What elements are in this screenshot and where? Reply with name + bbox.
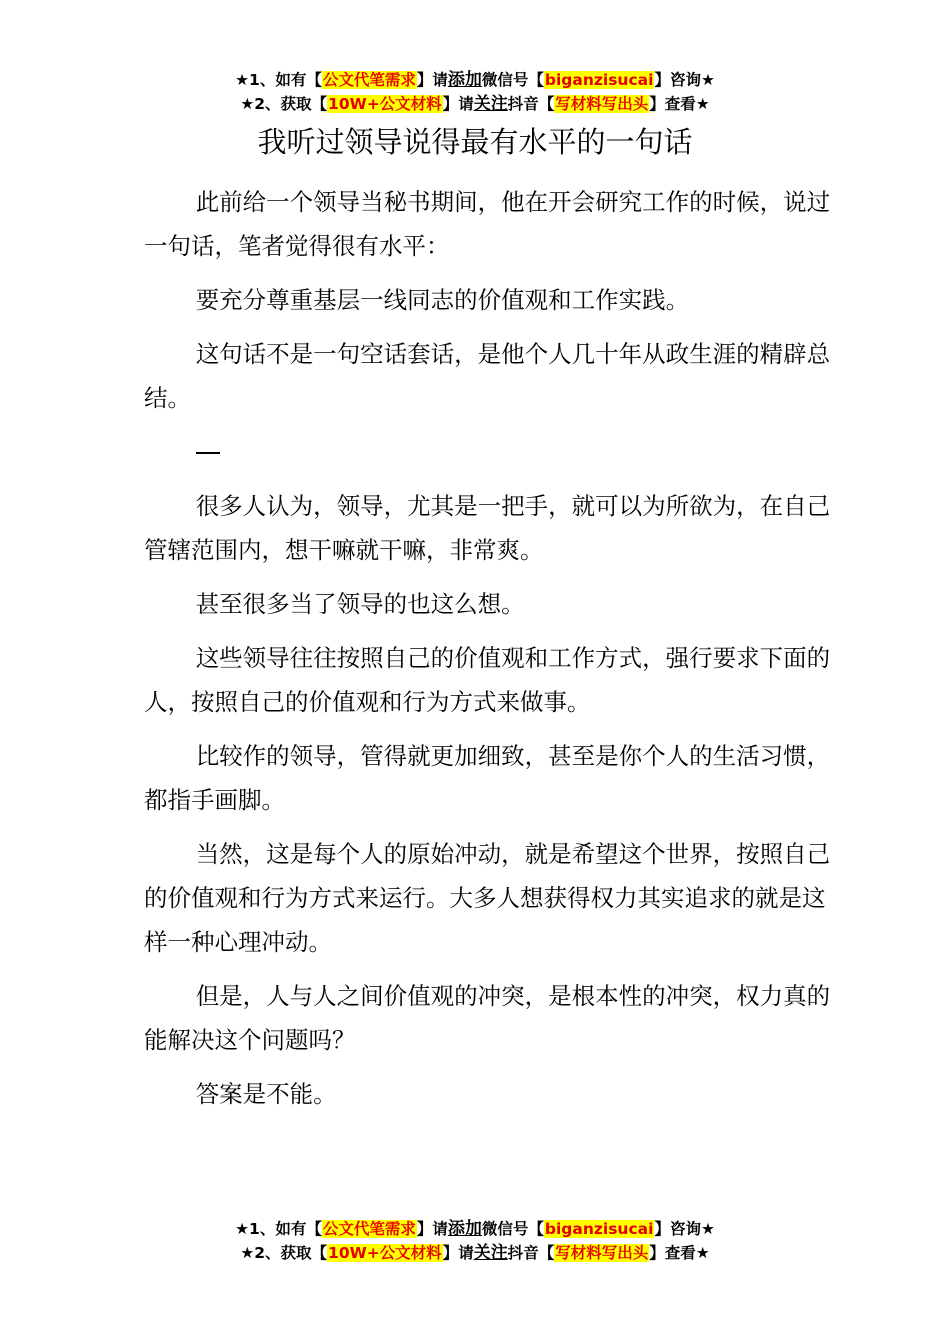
banner-line-1: [0, 1217, 950, 1241]
banner-text: 】请: [416, 1220, 448, 1238]
header-banner: [0, 68, 950, 116]
highlight-douyin-account: 写材料写出头: [555, 1244, 649, 1262]
paragraph: 要充分尊重基层一线同志的价值观和工作实践。: [195, 286, 690, 314]
paragraph: 很多人认为，领导，尤其是一把手，就可以为所欲为，在自己管辖范围内，想干嘛就干嘛，非常爽。: [144, 492, 831, 564]
paragraph: 这句话不是一句空话套话，是他个人几十年从政生涯的精辟总结。: [144, 340, 831, 412]
banner-line-1: [0, 68, 950, 92]
highlight-wechat-id: biganzisucai: [544, 71, 654, 89]
banner-text: 抖音【: [507, 95, 555, 113]
banner-text: 微信号【: [481, 1220, 544, 1238]
banner-text: 】咨询★: [654, 1220, 715, 1238]
banner-line-2: [0, 1241, 950, 1265]
highlight-douyin-account: 写材料写出头: [555, 95, 649, 113]
footer-banner: [0, 1217, 950, 1265]
banner-text: ★1、如有【: [235, 1220, 322, 1238]
banner-text: 抖音【: [507, 1244, 555, 1262]
paragraph: 此前给一个领导当秘书期间，他在开会研究工作的时候，说过一句话，笔者觉得很有水平：: [144, 188, 831, 260]
highlight-service: 公文代笔需求: [322, 71, 416, 89]
banner-text: 】咨询★: [654, 71, 715, 89]
paragraph: 答案是不能。: [195, 1080, 337, 1108]
emphasis-follow: 关注: [473, 94, 508, 114]
emphasis-add: 添加: [447, 1219, 482, 1239]
highlight-wechat-id: biganzisucai: [544, 1220, 654, 1238]
document-body: [144, 180, 834, 1126]
banner-text: 】请: [442, 1244, 474, 1262]
highlight-materials: 10W+公文材料: [328, 95, 442, 113]
paragraph: 但是，人与人之间价值观的冲突，是根本性的冲突，权力真的能解决这个问题吗？: [144, 982, 831, 1054]
paragraph: 这些领导往往按照自己的价值观和工作方式，强行要求下面的人，按照自己的价值观和行为方式来做事。: [144, 644, 831, 716]
highlight-service: 公文代笔需求: [322, 1220, 416, 1238]
paragraph: 甚至很多当了领导的也这么想。: [195, 590, 525, 618]
section-marker: [144, 430, 834, 474]
highlight-materials: 10W+公文材料: [328, 1244, 442, 1262]
document-title: 我听过领导说得最有水平的一句话: [257, 125, 693, 159]
banner-line-2: [0, 92, 950, 116]
paragraph: 当然，这是每个人的原始冲动，就是希望这个世界，按照自己的价值观和行为方式来运行。大多人想获得权力其实追求的就是这样一种心理冲动。: [144, 840, 831, 956]
banner-text: 】查看★: [649, 95, 710, 113]
banner-text: 】查看★: [649, 1244, 710, 1262]
banner-text: ★1、如有【: [235, 71, 322, 89]
banner-text: 微信号【: [481, 71, 544, 89]
banner-text: 】请: [442, 95, 474, 113]
banner-text: 】请: [416, 71, 448, 89]
banner-text: ★2、获取【: [240, 95, 328, 113]
banner-text: ★2、获取【: [240, 1244, 328, 1262]
emphasis-follow: 关注: [473, 1243, 508, 1263]
emphasis-add: 添加: [447, 70, 482, 90]
section-number-one: [196, 452, 220, 454]
paragraph: 比较作的领导，管得就更加细致，甚至是你个人的生活习惯，都指手画脚。: [144, 742, 831, 814]
